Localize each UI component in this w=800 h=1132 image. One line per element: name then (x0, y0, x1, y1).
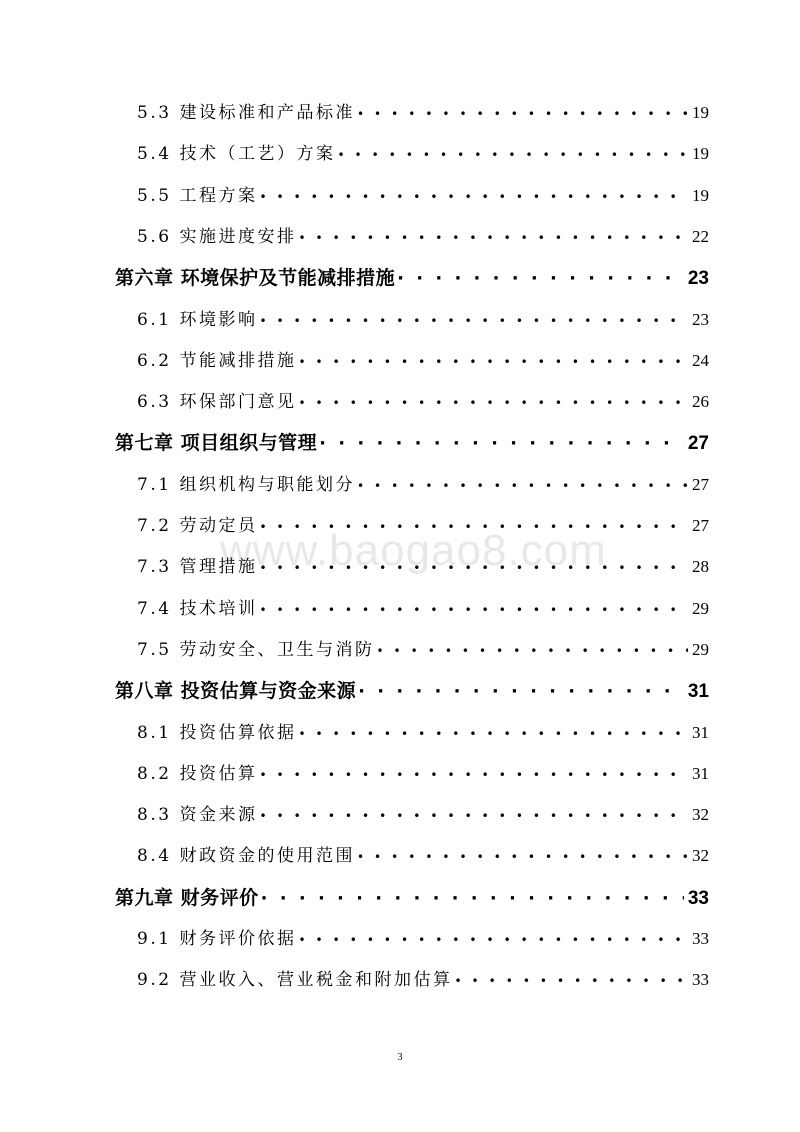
toc-entry-page: 22 (692, 226, 709, 246)
dot-leader (357, 103, 688, 123)
toc-entry-page: 33 (687, 887, 709, 909)
toc-entry-page: 31 (692, 722, 709, 742)
dot-leader (259, 186, 688, 206)
dot-leader (454, 970, 688, 990)
toc-entry-title: 6.1 环境影响 (137, 309, 258, 330)
toc-section-entry (137, 346, 709, 371)
dot-leader (376, 640, 688, 660)
dot-leader (357, 475, 688, 495)
dot-leader (259, 764, 688, 784)
toc-section-entry (137, 222, 709, 247)
toc-section-entry (137, 181, 709, 206)
toc-entry-title: 6.3 环保部门意见 (137, 392, 297, 413)
toc-entry-page: 19 (692, 103, 709, 122)
toc-entry-title: 第六章 环境保护及节能减排措施 (115, 267, 396, 290)
dot-leader (298, 227, 688, 247)
toc-entry-page: 23 (692, 309, 709, 329)
toc-section-entry (137, 305, 709, 330)
toc-entry-page: 33 (692, 929, 709, 948)
toc-entry-title: 6.2 节能减排措施 (137, 350, 297, 371)
dot-leader (298, 929, 688, 949)
toc-section-entry (137, 718, 709, 743)
toc-entry-page: 19 (692, 144, 709, 164)
toc-entry-page: 26 (692, 392, 709, 412)
toc-entry-title: 第八章 投资估算与资金来源 (115, 680, 357, 703)
dot-leader (259, 599, 688, 619)
toc-entry-page: 29 (692, 639, 709, 659)
dot-leader (259, 516, 688, 536)
toc-entry-title: 7.5 劳动安全、卫生与消防 (137, 639, 375, 660)
toc-entry-title: 9.1 财务评价依据 (137, 929, 297, 949)
toc-entry-title: 7.3 管理措施 (137, 557, 258, 578)
toc-section-entry (137, 800, 709, 825)
toc-entry-title: 8.2 投资估算 (137, 763, 258, 784)
toc-section-entry (137, 635, 709, 660)
toc-entry-title: 5.5 工程方案 (137, 185, 258, 206)
toc-entry-title: 8.1 投资估算依据 (137, 722, 297, 743)
toc-entry-page: 32 (692, 846, 709, 866)
toc-section-entry (137, 470, 709, 495)
toc-entry-page: 27 (687, 433, 709, 455)
toc-section-entry (137, 841, 709, 866)
toc-entry-page: 27 (692, 474, 709, 494)
toc-entry-page: 28 (692, 557, 709, 577)
dot-leader (298, 392, 688, 412)
toc-chapter-entry (115, 676, 709, 703)
dot-leader (337, 144, 688, 164)
toc-entry-page: 23 (687, 268, 709, 290)
toc-entry-page: 19 (692, 185, 709, 205)
toc-entry-page: 29 (692, 598, 709, 618)
toc-entry-title: 第九章 财务评价 (115, 886, 259, 909)
toc-section-entry (137, 924, 709, 949)
toc-entry-page: 31 (687, 681, 709, 703)
dot-leader (261, 887, 684, 909)
toc-entry-page: 31 (692, 763, 709, 783)
toc-entry-title: 8.3 资金来源 (137, 805, 258, 826)
toc-section-entry (137, 98, 709, 123)
dot-leader (298, 723, 688, 743)
toc-chapter-entry (115, 883, 709, 910)
toc-entry-page: 32 (692, 805, 709, 825)
toc-entry-title: 5.4 技术（工艺）方案 (137, 144, 336, 165)
toc-section-entry (137, 965, 709, 990)
toc-chapter-entry (115, 428, 709, 455)
toc-entry-page: 27 (692, 516, 709, 535)
toc-section-entry (137, 552, 709, 577)
dot-leader (298, 351, 688, 371)
page-number: 3 (397, 1052, 403, 1063)
toc-entry-title: 7.4 技术培训 (137, 598, 258, 619)
toc-section-entry (137, 511, 709, 536)
dot-leader (357, 846, 688, 866)
toc-entry-title: 5.6 实施进度安排 (137, 226, 297, 247)
toc-section-entry (137, 759, 709, 784)
toc-section-entry (137, 387, 709, 412)
dot-leader (259, 310, 688, 330)
dot-leader (319, 432, 684, 454)
dot-leader (397, 267, 684, 289)
toc-chapter-entry (115, 263, 709, 290)
toc-entry-title: 第七章 项目组织与管理 (115, 432, 318, 455)
toc-section-entry (137, 594, 709, 619)
toc-entry-title: 9.2 营业收入、营业税金和附加估算 (137, 970, 453, 991)
toc-entry-title: 7.2 劳动定员 (137, 516, 258, 536)
watermark: www.baogao8.com (220, 526, 607, 575)
dot-leader (358, 680, 684, 702)
toc-entry-page: 33 (692, 970, 709, 990)
toc-entry-title: 5.3 建设标准和产品标准 (137, 103, 355, 123)
toc-entry-title: 7.1 组织机构与职能划分 (137, 474, 355, 495)
toc-entry-title: 8.4 财政资金的使用范围 (137, 846, 355, 867)
toc-entry-page: 24 (692, 350, 709, 370)
toc-section-entry (137, 139, 709, 164)
dot-leader (259, 805, 688, 825)
dot-leader (259, 557, 688, 577)
